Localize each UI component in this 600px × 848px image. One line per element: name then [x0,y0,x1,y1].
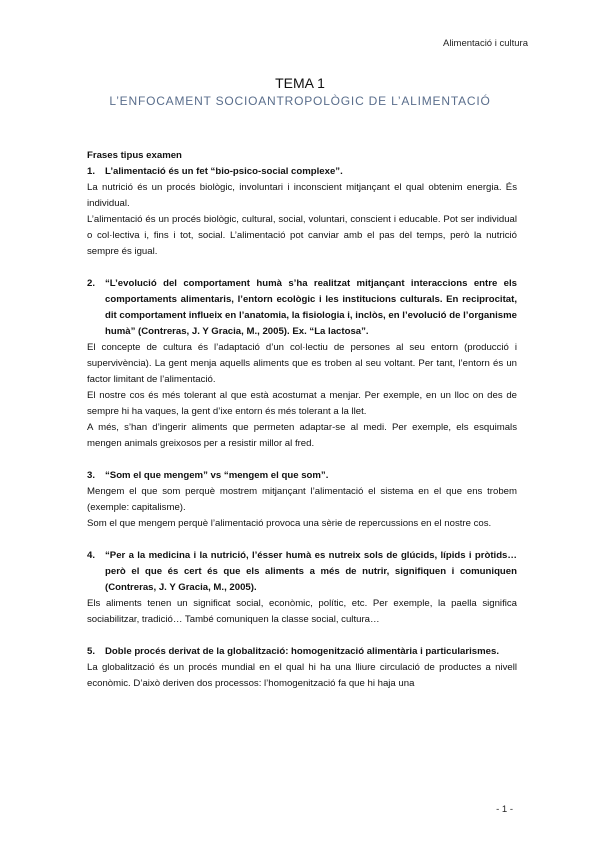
paragraph: El nostre cos és més tolerant al que està acostumat a menjar. Per exemple, en un lloc on des de sempre hi ha vaques, la gent d’ixe entorn és més tolerant a la llet. [87,390,517,417]
question-text: Doble procés derivat de la globalització: homogenització alimentària i particularismes. [105,646,499,657]
paragraph: Els aliments tenen un significat social, econòmic, polític, etc. Per exemple, la paella significa sociabilitzar, tradició… També comuniquen la classe social, cultura… [87,598,517,625]
question-text: “Per a la medicina i la nutrició, l’ésser humà es nutreix sols de glúcids, lípids i pròtids… però el que és cert és que els aliments a més de nutrir, signifiquen i comuniquen (Contreras, J. Y Gracia, M., 2005). [105,550,517,593]
question-number: 1. [87,166,96,177]
paragraph: Som el que mengem perquè l’alimentació provoca una sèrie de repercussions en el nostre cos. [87,518,492,529]
question-number: 4. [87,550,96,561]
page-subtitle: L’ENFOCAMENT SOCIOANTROPOLÒGIC DE L’ALIMENTACIÓ [109,94,491,108]
section-heading: Frases tipus examen [87,150,182,161]
paragraph: El concepte de cultura és l’adaptació d’un col·lectiu de persones al seu entorn (producció i supervivència). La gent menja aquells aliments que es troben al seu voltant. Per tant, l’entorn és un factor limitant de l’alimentació. [87,342,517,385]
question-number: 5. [87,646,96,657]
page-title: TEMA 1 [275,75,325,91]
question-number: 3. [87,470,96,481]
paragraph: Mengem el que som perquè mostrem mitjançant l’alimentació el sistema en el que ens trobem (exemple: capitalisme). [87,486,517,513]
page-number: - 1 - [496,804,513,815]
question-text: “L’evolució del comportament humà s’ha realitzat mitjançant interaccions entre els comportaments alimentaris, l’entorn ecològic i les institucions culturals. En reciprocitat, dit comportament influeix en l’anatomia, la fisiologia i, inclòs, en l’evolució de l’organisme humà” (Contreras, J. Y Gracia, M., 2005). Ex. “La lactosa”. [105,278,517,337]
question-text: “Som el que mengem” vs “mengem el que som”. [105,470,329,481]
question-2 [87,276,517,340]
question-3 [87,468,517,484]
paragraph: La nutrició és un procés biològic, involuntari i inconscient mitjançant el qual obtenim energia. És individual. [87,182,517,209]
question-number: 2. [87,278,96,289]
running-header: Alimentació i cultura [442,38,528,49]
paragraph: La globalització és un procés mundial en el qual hi ha una lliure circulació de productes a nivell econòmic. D’això deriven dos processos: l’homogenització fa que hi haja una [87,662,517,689]
question-1 [87,164,517,180]
question-4 [87,548,517,596]
question-text: L’alimentació és un fet “bio-psico-social complexe”. [105,166,343,177]
document-body [87,148,517,692]
paragraph: L’alimentació és un procés biològic, cultural, social, voluntari, conscient i educable. Pot ser individual o col·lectiva i, fins i tot, social. L’alimentació pot canviar amb el pas del temps, però la nutrició sempre és igual. [87,214,517,257]
question-5 [87,644,517,660]
paragraph: A més, s’han d’ingerir aliments que permeten adaptar-se al medi. Per exemple, els esquimals mengen animals greixosos per a resistir millor al fred. [87,422,517,449]
